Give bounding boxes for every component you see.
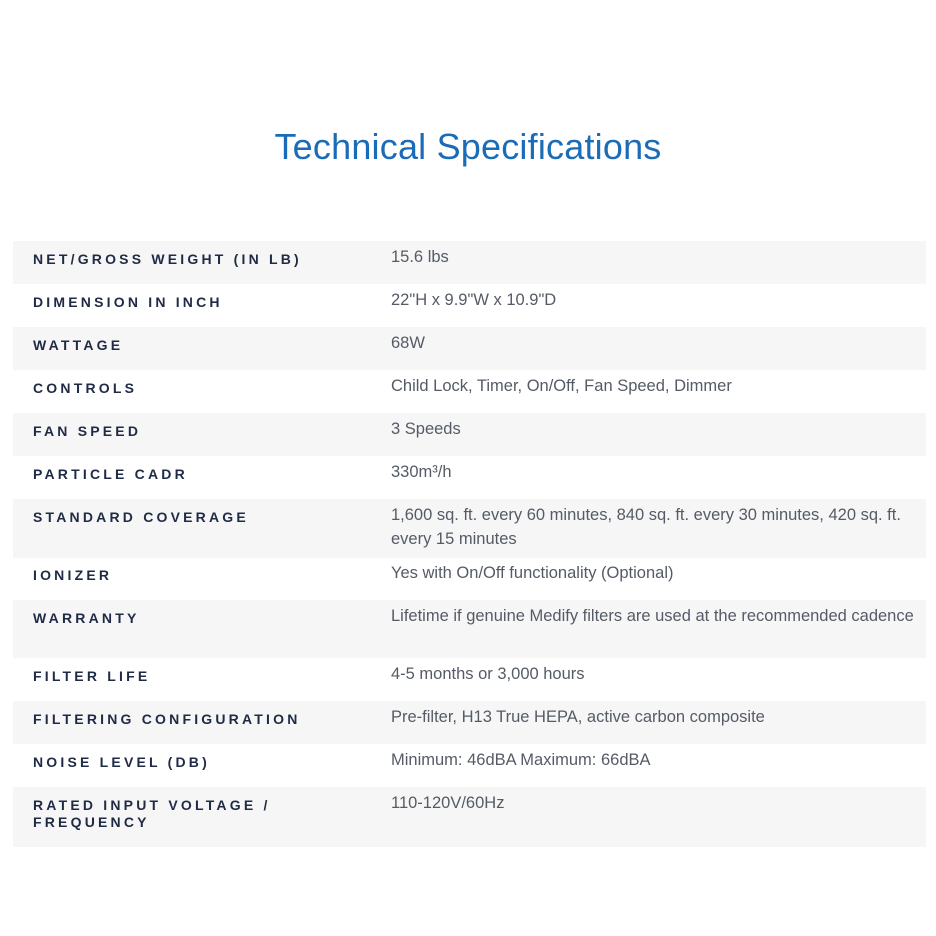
spec-row <box>13 327 926 370</box>
spec-row <box>13 558 926 600</box>
spec-label: RATED INPUT VOLTAGE / FREQUENCY <box>33 797 271 830</box>
spec-label: CONTROLS <box>33 380 138 396</box>
spec-row <box>13 658 926 701</box>
spec-value: 3 Speeds <box>391 420 461 438</box>
spec-value: 68W <box>391 334 425 352</box>
spec-value: 110-120V/60Hz <box>391 794 505 812</box>
spec-row <box>13 701 926 744</box>
spec-row <box>13 413 926 456</box>
spec-label: FAN SPEED <box>33 423 142 439</box>
spec-value: 15.6 lbs <box>391 248 449 266</box>
spec-label: FILTER LIFE <box>33 668 151 684</box>
spec-label: PARTICLE CADR <box>33 466 188 482</box>
spec-label: IONIZER <box>33 567 113 583</box>
page-title: Technical Specifications <box>274 126 662 167</box>
spec-label: WARRANTY <box>33 610 140 626</box>
spec-label: DIMENSION IN INCH <box>33 294 223 310</box>
spec-label: WATTAGE <box>33 337 124 353</box>
spec-label: FILTERING CONFIGURATION <box>33 711 301 727</box>
spec-value: 22"H x 9.9"W x 10.9"D <box>391 291 557 309</box>
spec-row <box>13 284 926 327</box>
spec-row <box>13 600 926 658</box>
spec-row <box>13 499 926 558</box>
spec-value: Pre-filter, H13 True HEPA, active carbon composite <box>391 708 765 726</box>
spec-row <box>13 744 926 787</box>
spec-label: NOISE LEVEL (DB) <box>33 754 210 770</box>
spec-row <box>13 241 926 284</box>
spec-row <box>13 787 926 847</box>
spec-label: NET/GROSS WEIGHT (IN LB) <box>33 251 302 267</box>
spec-value: Minimum: 46dBA Maximum: 66dBA <box>391 751 651 769</box>
spec-value: 330m³/h <box>391 463 452 481</box>
spec-value: 4-5 months or 3,000 hours <box>391 665 585 683</box>
spec-label: STANDARD COVERAGE <box>33 509 249 525</box>
spec-row <box>13 370 926 413</box>
spec-value: Lifetime if genuine Medify filters are used at the recommended cadence <box>391 607 914 625</box>
spec-value: 1,600 sq. ft. every 60 minutes, 840 sq. ft. every 30 minutes, 420 sq. ft. every 15 minutes <box>391 506 901 548</box>
spec-value: Yes with On/Off functionality (Optional) <box>391 564 674 582</box>
spec-table <box>13 241 926 847</box>
spec-value: Child Lock, Timer, On/Off, Fan Speed, Dimmer <box>391 377 732 395</box>
spec-row <box>13 456 926 499</box>
